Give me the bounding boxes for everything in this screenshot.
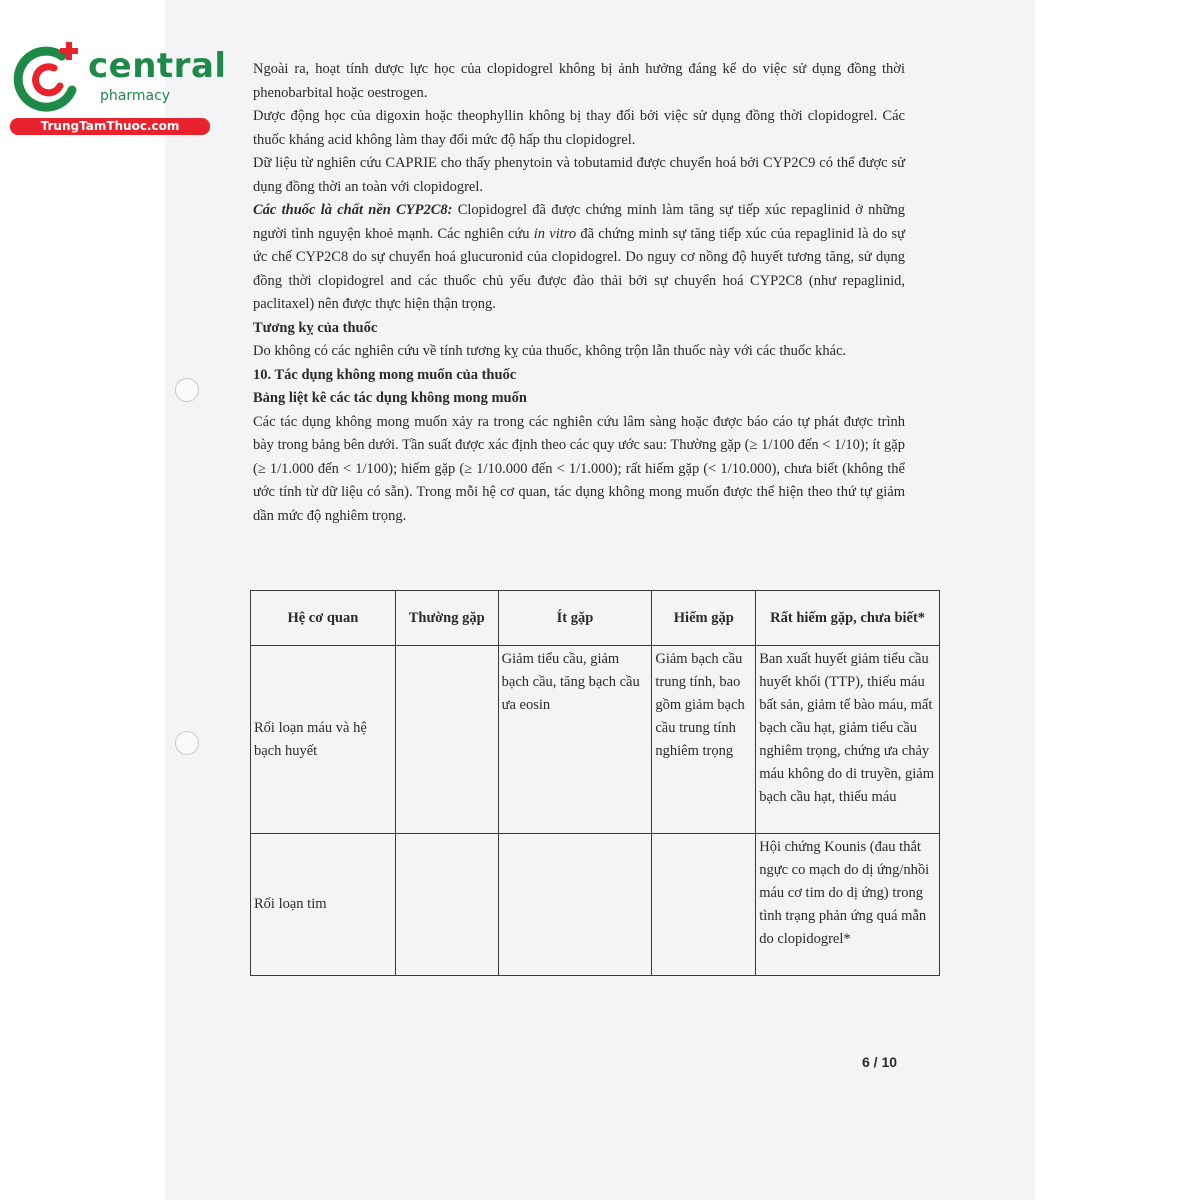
paragraph-phenobarbital: Ngoài ra, hoạt tính dược lực học của clopidogrel không bị ảnh hưởng đáng kể do việc sử dụng đồng thời phenobarbital hoặc oestrogen. (253, 61, 905, 101)
page-number: 6 / 10 (862, 1054, 898, 1070)
paragraph-incompatibility: Do không có các nghiên cứu về tính tương kỵ của thuốc, không trộn lẫn thuốc này với các thuốc khác. (253, 343, 847, 359)
organ-cell: Rối loạn máu và hệ bạch huyết (251, 646, 396, 834)
uncommon-cell: Giảm tiểu cầu, giảm bạch cầu, tăng bạch cầu ưa eosin (498, 646, 652, 834)
uncommon-cell (498, 834, 652, 976)
rare-cell: Giảm bạch cầu trung tính, bao gồm giảm bạch cầu trung tính nghiêm trọng (652, 646, 756, 834)
header-rare: Hiếm gặp (652, 591, 756, 646)
section-10-heading: 10. Tác dụng không mong muốn của thuốc (253, 366, 517, 383)
paragraph-caprie: Dữ liệu từ nghiên cứu CAPRIE cho thấy phenytoin và tobutamid được chuyển hoá bởi CYP2C9 có thể được sử dụng đồng thời an toàn với clopidogrel. (253, 155, 905, 195)
header-very-rare: Rất hiếm gặp, chưa biết* (756, 591, 940, 646)
brand-subtitle: pharmacy (100, 88, 171, 104)
rare-cell (652, 834, 756, 976)
paragraph-digoxin: Dược động học của digoxin hoặc theophyllin không bị thay đổi bởi việc sử dụng đồng thời clopidogrel. Các thuốc kháng acid không làm thay đổi mức độ hấp thu clopidogrel. (253, 108, 905, 148)
paragraph-frequency: Các tác dụng không mong muốn xảy ra trong các nghiên cứu lâm sàng hoặc được báo cáo tự phát được trình bày trong bảng bên dưới. Tần suất được xác định theo các quy ước sau: Thường gặp (≥ 1/100 đến < 1/10); ít gặp (≥ 1/1.000 đến < 1/100); hiếm gặp (≥ 1/10.000 đến < 1/1.000); rất hiếm gặp (< 1/10.000), chưa biết (không thể ước tính từ dữ liệu có sẵn). Trong mỗi hệ cơ quan, tác dụng không mong muốn được thể hiện theo thứ tự giảm dần mức độ nghiêm trọng. (253, 413, 905, 524)
paragraph-cyp2c8: Các thuốc là chất nền CYP2C8: Clopidogrel đã được chứng minh làm tăng sự tiếp xúc repaglinid ở những người tình nguyện khoẻ mạnh. Các nghiên cứu in vitro đã chứng minh sự tăng tiếp xúc của repaglinid là do sự ức chế CYP2C8 do sự chuyển hoá glucuronid của clopidogrel. Do nguy cơ nồng độ huyết tương tăng, sử dụng đồng thời clopidogrel and các thuốc chủ yếu được đào thải bởi sự chuyển hoá CYP2C8 (như repaglinid, paclitaxel) nên được thực hiện thận trọng. (253, 202, 905, 312)
header-organ-system: Hệ cơ quan (251, 591, 396, 646)
central-pharmacy-logo-icon (10, 38, 90, 118)
common-cell (395, 646, 498, 834)
table-row (251, 834, 940, 976)
document-body (253, 58, 905, 528)
cyp2c8-heading: Các thuốc là chất nền CYP2C8: (253, 202, 453, 218)
common-cell (395, 834, 498, 976)
adverse-table-heading: Bảng liệt kê các tác dụng không mong muốn (253, 390, 527, 406)
punch-hole-lower (175, 731, 199, 755)
very-rare-cell: Hội chứng Kounis (đau thắt ngực co mạch do dị ứng/nhồi máu cơ tim do dị ứng) trong tình trạng phản ứng quá mẫn do clopidogrel* (756, 834, 940, 976)
header-common: Thường gặp (395, 591, 498, 646)
adverse-effects-table (250, 590, 940, 976)
table-row (251, 646, 940, 834)
brand-website: TrungTamThuoc.com (10, 118, 210, 135)
punch-hole-upper (175, 378, 199, 402)
header-uncommon: Ít gặp (498, 591, 652, 646)
table-header-row (251, 591, 940, 646)
very-rare-cell: Ban xuất huyết giảm tiểu cầu huyết khối (TTP), thiếu máu bất sản, giảm tế bào máu, mất bạch cầu hạt, giảm tiểu cầu nghiêm trọng, chứng ưa chảy máu không do di truyền, giảm bạch cầu hạt, thiếu máu (756, 646, 940, 834)
organ-cell: Rối loạn tim (251, 834, 396, 976)
heading-incompatibility: Tương kỵ của thuốc (253, 319, 378, 336)
brand-name: central (88, 46, 227, 86)
